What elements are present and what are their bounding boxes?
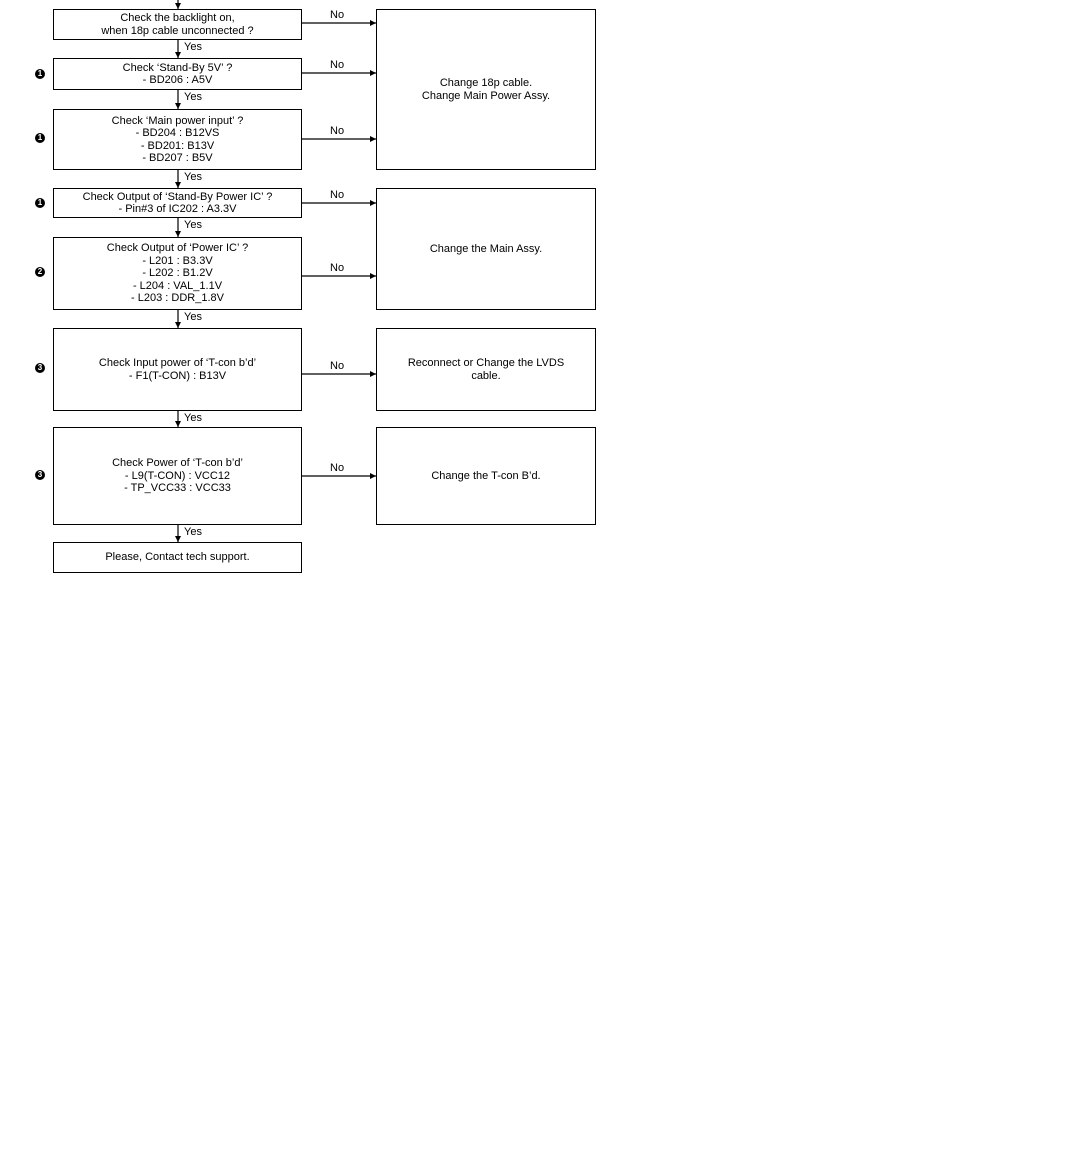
step-marker-3: 3 [35,363,45,373]
yes-label: Yes [184,41,202,53]
action-box [376,9,596,170]
yes-label: Yes [184,311,202,323]
no-label: No [330,189,345,201]
no-label: No [330,9,345,21]
check-box-line: - BD204 : B12VS [135,127,220,139]
check-box-line: - L203 : DDR_1.8V [131,292,224,305]
check-box-line: Check Output of ‘Stand-By Power IC’ ? [82,190,273,203]
action-box-line: Change the Main Assy. [429,242,543,255]
check-box-line: Check Input power of ‘T-con b’d’ [98,357,257,369]
action-box-line: Reconnect or Change the LVDS [407,357,565,369]
check-box [53,58,302,90]
no-label: No [330,59,345,71]
no-label: No [330,462,345,474]
check-box-line: - L9(T-CON) : VCC12 [124,469,231,482]
yes-label: Yes [184,91,202,103]
action-box-line: Change 18p cable. [439,77,533,89]
action-box-line: Change Main Power Assy. [421,89,551,102]
no-label: No [330,262,345,274]
check-box [53,188,302,218]
check-box-line: Check the backlight on, [120,12,235,24]
action-box [376,328,596,411]
check-box [53,237,302,310]
check-box-line: Check Power of ‘T-con b’d’ [112,457,243,470]
contact-support-box [53,542,302,573]
step-marker-3: 3 [35,470,45,480]
check-box-line: - Pin#3 of IC202 : A3.3V [118,203,237,215]
step-marker-1: 1 [35,198,45,208]
step-marker-1: 1 [35,69,45,79]
check-box-line: - F1(T-CON) : B13V [128,369,227,382]
contact-support-box-line: Please, Contact tech support. [105,551,250,564]
check-box-line: - L202 : B1.2V [142,267,213,280]
action-box-line: Change the T-con B’d. [431,469,541,482]
action-box [376,188,596,310]
check-box [53,328,302,411]
no-label: No [330,125,345,137]
check-box-line: - BD206 : A5V [142,74,213,86]
check-box-line: - BD207 : B5V [142,152,213,164]
no-label: No [330,360,345,372]
step-marker-2: 2 [35,267,45,277]
step-marker-1: 1 [35,133,45,143]
yes-label: Yes [184,526,202,538]
check-box [53,427,302,525]
check-box [53,9,302,40]
check-box-line: Check ‘Main power input’ ? [111,114,244,127]
yes-label: Yes [184,171,202,183]
check-box-line: when 18p cable unconnected ? [101,24,254,37]
action-box-line: cable. [471,369,501,382]
yes-label: Yes [184,219,202,231]
check-box-line: Check Output of ‘Power IC’ ? [106,242,249,255]
check-box-line: Check ‘Stand-By 5V’ ? [122,61,233,74]
check-box-line: - TP_VCC33 : VCC33 [124,482,231,495]
check-box-line: - BD201: B13V [140,139,215,152]
yes-label: Yes [184,412,202,424]
check-box [53,109,302,170]
check-box-line: - L201 : B3.3V [142,254,213,267]
action-box [376,427,596,525]
check-box-line: - L204 : VAL_1.1V [132,279,223,292]
